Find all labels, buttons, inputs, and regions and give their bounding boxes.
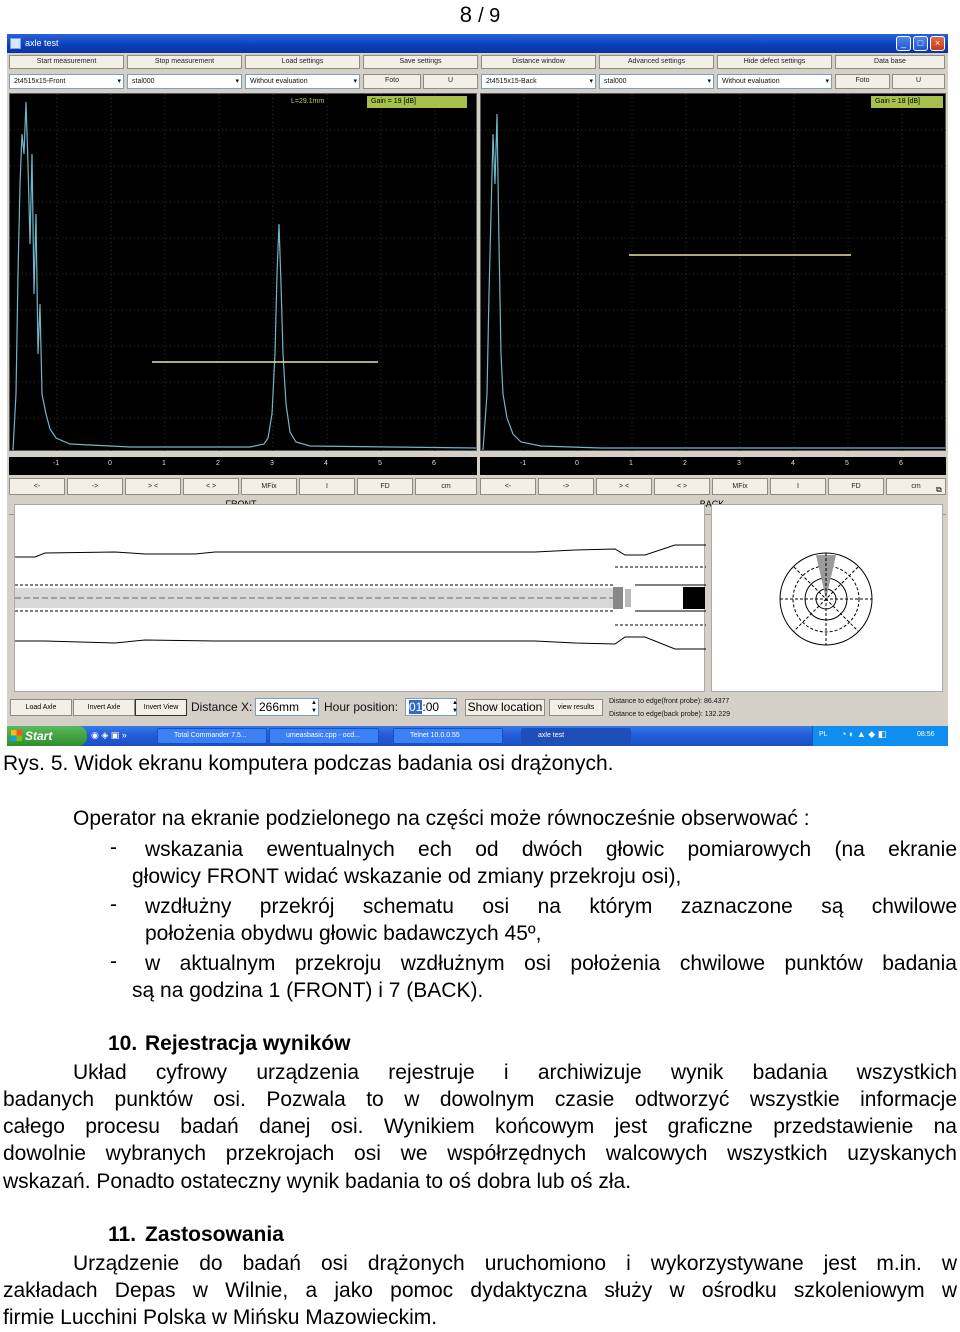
view-results-button[interactable]: view results [549,699,603,716]
task-axle-test[interactable]: axle test [521,728,631,744]
distance-back-probe: Distance to edge(back probe): 132.229 [609,711,731,718]
restore-pane-icon[interactable]: ⧉ [936,485,942,494]
front-u-button[interactable]: U [423,74,478,89]
back-material-select[interactable]: stal000 ▾ [599,74,714,89]
windows-logo-icon [11,730,22,741]
load-axle-button[interactable]: Load Axle [10,699,72,716]
back-tick: 5 [845,460,849,467]
section-11-title: Zastosowania [145,1223,284,1246]
front-scale-ruler [9,457,477,475]
system-tray [812,726,948,746]
front-gain-label: Gain = 19 [dB] [367,96,467,108]
task-total-commander[interactable]: Total Commander 7.5... [157,728,267,744]
axle-polar-view[interactable] [711,504,943,692]
page-number [0,2,960,28]
start-button[interactable] [7,726,87,746]
hour-position-input[interactable] [405,698,457,716]
distance-window-button[interactable]: Distance window [481,55,596,69]
section-10-number: 10. [108,1032,138,1055]
back-i-button[interactable]: I [770,478,826,495]
page-number-total: / 9 [478,5,501,27]
hour-spinner-icon[interactable]: ▲ ▼ [452,700,458,714]
hour-position-minutes: :00 [422,700,440,714]
hour-position-hours: 01 [409,700,423,714]
back-foto-button[interactable]: Foto [835,74,890,89]
window-titlebar [7,34,948,53]
front-move-right-button[interactable]: -> [67,478,123,495]
save-settings-button[interactable]: Save settings [363,55,478,69]
front-foto-button[interactable]: Foto [363,74,421,89]
hour-position-label: Hour position: [324,700,399,714]
distance-x-input[interactable]: 266mm [255,698,319,716]
back-tick: 4 [791,460,795,467]
show-location-button[interactable]: Show location [465,699,545,716]
front-ascan-display[interactable] [9,93,477,451]
bullet-1-line-2: głowicy FRONT widać wskazanie od zmiany przekroju osi), [132,865,682,888]
application-screenshot [7,34,948,746]
bullet-dash: - [110,950,117,973]
axle-section-drawing [15,505,706,693]
bullet-3-line-2: są na godzina 1 (FRONT) i 7 (BACK). [132,979,484,1002]
windows-taskbar [7,726,948,746]
back-tick: 1 [629,460,633,467]
section-11-line-2: zakładach Depas w Wilnie, a jako pomoc dydaktyczna służy w ośrodku szkoleniowym w [3,1279,957,1302]
bullet-dash: - [110,893,117,916]
axle-longitudinal-section[interactable] [14,504,705,692]
front-ascan-plot [10,94,478,452]
section-10-line-4: dowolnie wybranych przekrojach osi we współrzędnych walcowych wszystkich uzyskanych [3,1142,957,1165]
front-tick: 0 [108,460,112,467]
bullet-2-line-1: wzdłużny przekrój schematu osi na którym zaznaczone są chwilowe [145,895,957,918]
distance-front-probe: Distance to edge(front probe): 86.4377 [609,698,730,705]
bullet-1-line-1: wskazania ewentualnych ech od dwóch głowic pomiarowych (na ekranie [145,838,957,861]
invert-view-button[interactable]: Invert View [135,699,187,716]
stop-measurement-button[interactable]: Stop measurement [127,55,242,69]
load-settings-button[interactable]: Load settings [245,55,360,69]
front-cm-button[interactable]: cm [415,478,477,495]
front-tick: 5 [378,460,382,467]
quicklaunch-icons[interactable]: ◉ ◈ ▣ » [91,730,127,740]
polar-view-drawing [712,505,944,693]
back-evaluation-select[interactable]: Without evaluation ▾ [717,74,832,89]
back-tick: -1 [519,460,527,467]
maximize-icon[interactable]: □ [913,36,928,51]
back-tick: 2 [683,460,687,467]
back-zoom-out-button[interactable]: < > [654,478,710,495]
hide-defect-settings-button[interactable]: Hide defect settings [717,55,832,69]
front-i-button[interactable]: I [299,478,355,495]
back-scale-ruler [480,457,946,475]
back-cm-button[interactable]: cm [886,478,946,495]
back-tick: 3 [737,460,741,467]
window-title: axle test [25,38,59,48]
back-zoom-in-button[interactable]: > < [596,478,652,495]
front-mfix-button[interactable]: MFix [241,478,297,495]
back-tick: 6 [899,460,903,467]
section-10-line-5: wskazań. Ponadto ostateczny wynik badania to oś dobra lub oś zła. [3,1170,632,1193]
invert-axle-button[interactable]: Invert Axle [73,699,135,716]
advanced-settings-button[interactable]: Advanced settings [599,55,714,69]
front-fd-button[interactable]: FD [357,478,413,495]
task-telnet[interactable]: Telnet 10.0.0.55 [393,728,503,744]
minimize-icon[interactable]: _ [896,36,911,51]
intro-paragraph: Operator na ekranie podzielonego na części może równocześnie obserwować : [73,807,810,830]
front-tick: 3 [270,460,274,467]
tray-icons[interactable]: ◔ ◐ ▲ ◆ ◧ [841,729,887,739]
start-label: Start [25,729,53,743]
task-umeasbasic[interactable]: umeasbasic.cpp - ocd... [269,728,379,744]
front-zoom-in-button[interactable]: > < [125,478,181,495]
front-zoom-out-button[interactable]: < > [183,478,239,495]
section-11-number: 11. [108,1223,137,1246]
section-10-line-3: całego procesu badań danej osi. Wynikiem końcowym jest graficzne przedstawienie na [3,1115,957,1138]
front-tick: 1 [162,460,166,467]
language-indicator[interactable]: PL [819,731,828,738]
section-10-line-1: Układ cyfrowy urządzenia rejestruje i archiwizuje wynik badania wszystkich [73,1061,957,1084]
bullet-3-line-1: w aktualnym przekroju wzdłużnym osi położenia chwilowe punktów badania [145,952,957,975]
app-icon [10,38,21,49]
back-move-left-button[interactable]: <- [480,478,536,495]
section-11-line-3: firmie Lucchini Polska w Mińsku Mazowieckim. [3,1306,438,1329]
figure-caption: Rys. 5. Widok ekranu komputera podczas badania osi drążonych. [3,752,614,775]
back-u-button[interactable]: U [892,74,945,89]
back-tick: 0 [575,460,579,467]
clock: 08:56 [917,731,935,738]
front-material-select[interactable]: stal000 ▾ [127,74,242,89]
front-tick: 2 [216,460,220,467]
section-11-line-1: Urządzenie do badań osi drążonych uruchomiono i wykorzystywane jest m.in. w [73,1252,957,1275]
front-evaluation-select[interactable]: Without evaluation ▾ [245,74,360,89]
data-base-button[interactable]: Data base [835,55,945,69]
back-move-right-button[interactable]: -> [538,478,594,495]
front-length-label: L=29.1mm [291,98,325,105]
back-ascan-plot [481,94,947,452]
back-mfix-button[interactable]: MFix [712,478,768,495]
start-measurement-button[interactable]: Start measurement [9,55,124,69]
section-10-title: Rejestracja wyników [145,1032,351,1055]
page-number-current: 8 [459,2,472,27]
back-ascan-display[interactable] [480,93,946,451]
back-gain-label: Gain = 18 [dB] [871,96,943,108]
axle-controls-bar [7,694,948,724]
front-tick: -1 [52,460,60,467]
bullet-2-line-2: położenia obydwu głowic badawczych 45º, [145,922,542,945]
back-fd-button[interactable]: FD [828,478,884,495]
close-icon[interactable]: × [930,36,945,51]
front-move-left-button[interactable]: <- [9,478,65,495]
front-probe-select[interactable]: 2t4515x15-Front ▾ [9,74,124,89]
front-tick: 6 [432,460,436,467]
bullet-dash: - [110,836,117,859]
front-tick: 4 [324,460,328,467]
distance-spinner-icon[interactable]: ▲ ▼ [311,700,317,714]
distance-x-label: Distance X: [191,700,253,714]
section-10-line-2: badanych punktów osi. Pozwala to w dowolnym czasie odtworzyć wszystkie informacje [3,1088,957,1111]
back-probe-select[interactable]: 2t4515x15-Back ▾ [481,74,596,89]
